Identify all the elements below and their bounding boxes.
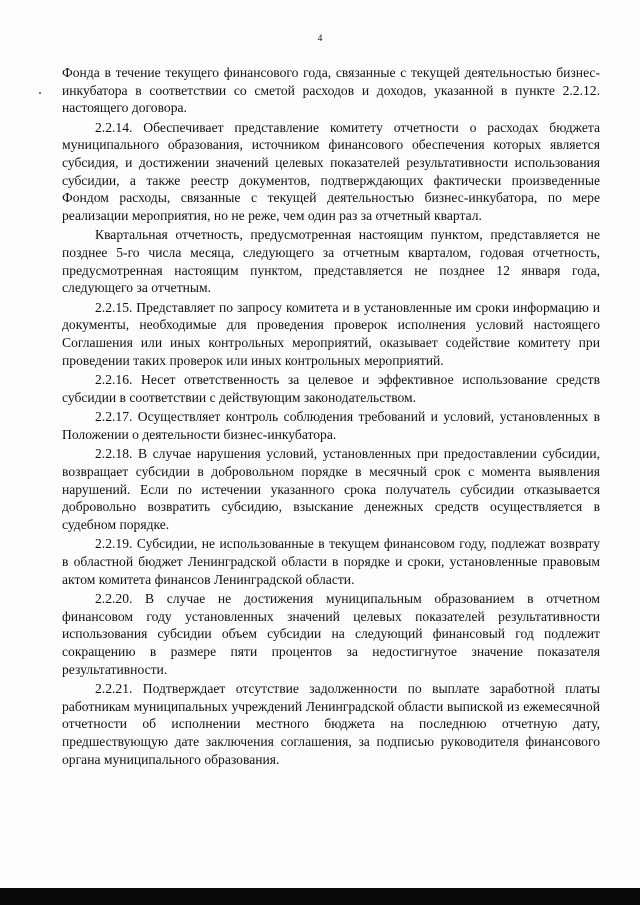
scan-speck	[39, 92, 41, 94]
paragraph-2-2-14: 2.2.14. Обеспечивает представление комитету отчетности о расходах бюджета муниципального образования, источником финансового обеспечения которых является субсидия, и достижении значений целевых показателей результативности использования субсидии, а также реестр документов, подтверждающих фактически произведенные Фондом расходы, связанные с текущей деятельностью бизнес-инкубатора, по мере реализации мероприятия, но не реже, чем один раз за отчетный квартал.	[62, 119, 600, 223]
paragraph-2-2-16: 2.2.16. Несет ответственность за целевое и эффективное использование средств субсидии в соответствии с действующим законодательством.	[62, 372, 600, 405]
scan-bottom-edge	[0, 888, 640, 905]
paragraph-2-2-21: 2.2.21. Подтверждает отсутствие задолженности по выплате заработной платы работникам муниципальных учреждений Ленинградской области выпиской из ежемесячной отчетности об исполнении местного бюджета на последнюю отчетную дату, предшествующую дате заключения соглашения, за подписью руководителя финансового органа муниципального образования.	[62, 681, 600, 767]
paragraph-continuation: Фонда в течение текущего финансового года, связанные с текущей деятельностью бизнес-инкубатора в соответствии со сметой расходов и доходов, указанной в пункте 2.2.12. настоящего договора.	[62, 65, 600, 116]
paragraph-2-2-15: 2.2.15. Представляет по запросу комитета и в установленные им сроки информацию и документы, необходимые для проведения проверок исполнения условий настоящего Соглашения или иных контрольных мероприятий, оказывает содействие комитету при проведении таких проверок или иных контрольных мероприятий.	[62, 299, 600, 368]
page-number: 4	[317, 34, 323, 44]
paragraph-2-2-17: 2.2.17. Осуществляет контроль соблюдения требований и условий, установленных в Положении о деятельности бизнес-инкубатора.	[62, 409, 600, 442]
paragraph-quarterly-reporting: Квартальная отчетность, предусмотренная настоящим пунктом, представляется не позднее 5-го числа месяца, следующего за отчетным кварталом, годовая отчетность, предусмотренная настоящим пунктом, представляется не позднее 12 января года, следующего за отчетным.	[62, 227, 600, 296]
paragraph-2-2-18: 2.2.18. В случае нарушения условий, установленных при предоставлении субсидии, возвращает субсидии в добровольном порядке в месячный срок с момента выявления нарушений. Если по истечении указанного срока получатель субсидии отказывается добровольно возвратить субсидию, взыскание денежных средств осуществляется в судебном порядке.	[62, 446, 600, 532]
document-body	[62, 64, 600, 770]
paragraph-2-2-19: 2.2.19. Субсидии, не использованные в текущем финансовом году, подлежат возврату в областной бюджет Ленинградской области в порядке и сроки, установленные правовым актом комитета финансов Ленинградской области.	[62, 536, 600, 587]
paragraph-2-2-20: 2.2.20. В случае не достижения муниципальным образованием в отчетном финансовом году установленных значений целевых показателей результативности использования субсидии объем субсидии на следующий финансовый год подлежит сокращению в размере пяти процентов за недостигнутое значение показателя результативности.	[62, 591, 600, 677]
